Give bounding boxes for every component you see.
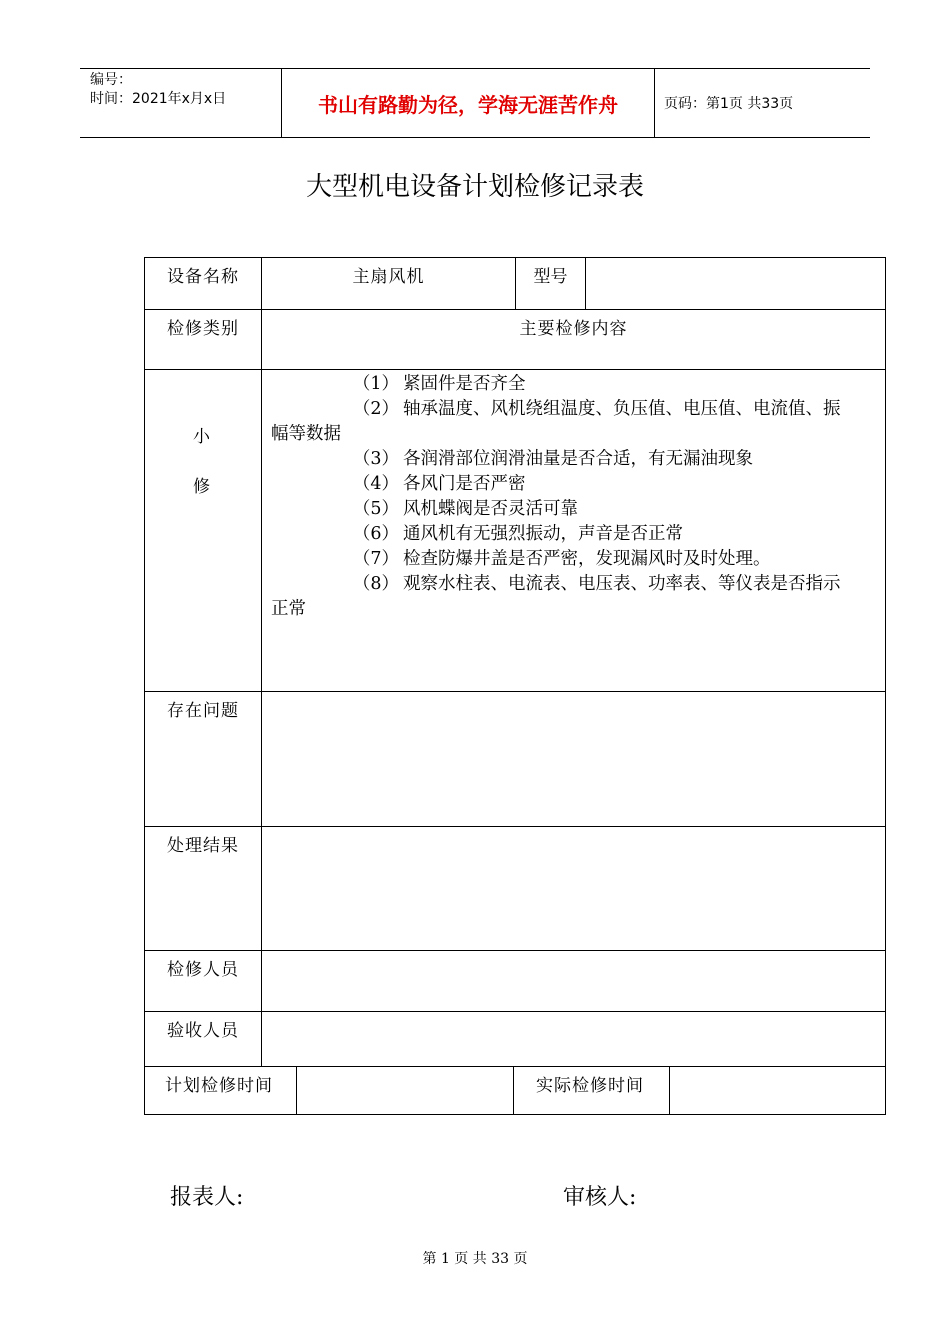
row-problems <box>145 692 885 827</box>
list-item: （2） 轴承温度、风机绕组温度、负压值、电压值、电流值、振 <box>352 399 841 419</box>
row-times <box>145 1067 885 1114</box>
page-header <box>80 68 870 138</box>
list-item: （5） 风机蝶阀是否灵活可靠 <box>352 499 578 519</box>
list-item: （7） 检查防爆井盖是否严密，发现漏风时及时处理。 <box>352 549 771 569</box>
planned-time-value[interactable] <box>297 1067 514 1114</box>
actual-time-label: 实际检修时间 <box>514 1067 670 1114</box>
list-item: （4） 各风门是否严密 <box>352 474 526 494</box>
list-item: （3） 各润滑部位润滑油量是否合适，有无漏油现象 <box>352 449 753 469</box>
category-label: 检修类别 <box>145 310 262 369</box>
minor-repair-label <box>145 370 262 691</box>
number-label: 编号： <box>90 72 132 88</box>
time-label: 时间：2021年x月x日 <box>90 91 227 107</box>
result-value[interactable] <box>262 827 885 950</box>
result-label: 处理结果 <box>145 827 262 950</box>
repair-staff-value[interactable] <box>262 951 885 1011</box>
problems-value[interactable] <box>262 692 885 826</box>
row-result <box>145 827 885 951</box>
row-repair-staff <box>145 951 885 1012</box>
list-item: （6） 通风机有无强烈振动，声音是否正常 <box>352 524 683 544</box>
minor-repair-char-1: 小 <box>193 427 210 447</box>
row-category <box>145 310 885 370</box>
actual-time-value[interactable] <box>670 1067 885 1114</box>
document-title: 大型机电设备计划检修记录表 <box>305 172 644 202</box>
page-footer: 第 1 页 共 33 页 <box>422 1251 528 1267</box>
list-item: （1） 紧固件是否齐全 <box>352 374 526 394</box>
device-name-value: 主扇风机 <box>262 258 516 309</box>
maintenance-record-table <box>144 257 886 1115</box>
row-device <box>145 258 885 310</box>
acceptance-staff-value[interactable] <box>262 1012 885 1066</box>
planned-time-label: 计划检修时间 <box>145 1067 297 1114</box>
header-page-info: 页码：第1页 共33页 <box>664 96 794 112</box>
content-label: 主要检修内容 <box>519 319 628 339</box>
header-meta <box>80 69 282 137</box>
problems-label: 存在问题 <box>145 692 262 826</box>
model-label: 型号 <box>516 258 586 309</box>
minor-repair-char-2: 修 <box>193 477 210 497</box>
repair-staff-label: 检修人员 <box>145 951 262 1011</box>
row-acceptance-staff <box>145 1012 885 1067</box>
acceptance-staff-label: 验收人员 <box>145 1012 262 1066</box>
reviewer-label: 审核人: <box>563 1185 637 1210</box>
model-value[interactable] <box>586 258 885 309</box>
reporter-label: 报表人: <box>170 1185 244 1210</box>
device-name-label: 设备名称 <box>145 258 262 309</box>
list-item-continuation: 幅等数据 <box>271 424 341 444</box>
list-item: （8） 观察水柱表、电流表、电压表、功率表、等仪表是否指示 <box>352 574 841 594</box>
list-item-continuation: 正常 <box>271 599 306 619</box>
header-motto: 书山有路勤为径，学海无涯苦作舟 <box>282 69 655 137</box>
row-minor-repair <box>145 370 885 692</box>
repair-items-list <box>271 370 883 622</box>
